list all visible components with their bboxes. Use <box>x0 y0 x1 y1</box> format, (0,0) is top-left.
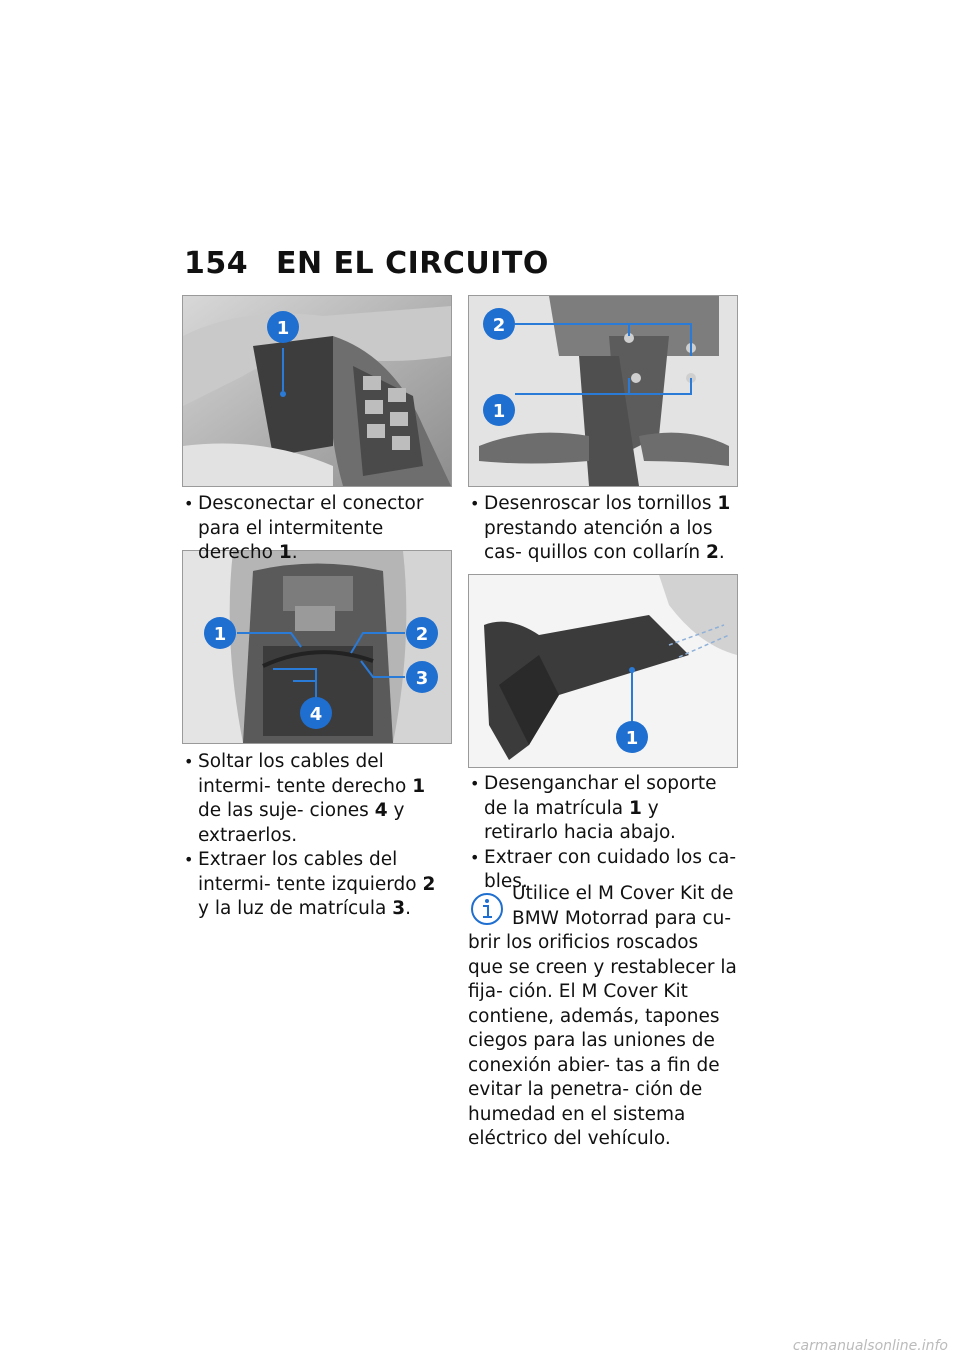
figure-cable-routing <box>182 550 452 744</box>
step-ref: 1 <box>412 775 426 797</box>
step-text: Extraer los cables del intermi- tente izquierdo <box>198 849 423 895</box>
bullet-item <box>470 492 738 566</box>
callout-label: 3 <box>415 668 429 689</box>
callout-label: 4 <box>309 704 323 725</box>
step-text: Soltar los cables del intermi- tente derecho <box>198 751 413 797</box>
page-number: 154 <box>184 246 249 281</box>
step-text: y extraerlos. <box>198 800 405 846</box>
page-header <box>184 246 549 281</box>
info-note <box>468 882 738 1152</box>
step-text: Desconectar el conector para el intermitente derecho <box>198 493 424 563</box>
info-icon <box>468 890 506 928</box>
step-text: y la luz de matrícula <box>198 898 393 919</box>
figure-turn-signal-connector <box>182 295 452 487</box>
step-ref: 1 <box>717 493 731 514</box>
bullet-item <box>184 492 452 566</box>
figure-screws-and-bushings <box>468 295 738 487</box>
callout-label: 1 <box>492 401 506 422</box>
left-steps-2-3 <box>184 750 452 922</box>
step-ref: 1 <box>278 542 292 563</box>
callout-label: 1 <box>213 624 227 645</box>
step-text: de las suje- ciones <box>198 800 375 821</box>
step-ref: 4 <box>374 800 388 821</box>
step-text: prestando atención a los cas- quillos con collarín <box>484 517 713 563</box>
callout-anchor <box>280 391 286 397</box>
figure-4-illustration <box>469 575 737 767</box>
bullet-item <box>470 772 738 846</box>
callout-label: 2 <box>415 624 429 645</box>
note-line: BMW Motorrad para cu- <box>512 907 732 929</box>
callout-label: 1 <box>276 318 290 339</box>
step-ref: 1 <box>628 797 642 819</box>
step-text: . <box>291 542 298 563</box>
step-ref: 2 <box>705 542 719 563</box>
bullet-item <box>184 848 452 922</box>
step-text: Desenganchar el soporte de la matrícula <box>484 773 717 819</box>
left-step-1 <box>184 492 452 566</box>
step-text: . <box>405 898 412 919</box>
step-ref: 2 <box>422 873 436 895</box>
note-body: brir los orificios roscados que se creen y restablecer la fija- ción. El M Cover Kit contiene, además, tapones ciegos para las uniones de conexión abier- tas a fin de evitar la penetra- ción de humedad en el sistema eléctrico del vehículo. <box>468 932 737 1149</box>
step-text: y retirarlo hacia abajo. <box>484 797 676 843</box>
figure-1-illustration <box>183 296 451 486</box>
figure-3-illustration <box>469 296 737 486</box>
right-steps-2-3 <box>470 772 738 895</box>
callout-label: 1 <box>625 728 639 749</box>
callout-label: 2 <box>492 315 506 336</box>
note-line: Utilice el M Cover Kit de <box>512 883 734 904</box>
watermark: carmanualsonline.info <box>792 1338 948 1354</box>
step-text: Desenroscar los tornillos <box>484 493 718 514</box>
bullet-item <box>184 750 452 848</box>
figure-2-illustration <box>183 551 451 743</box>
figure-license-plate-holder <box>468 574 738 768</box>
section-title: EN EL CIRCUITO <box>276 246 549 281</box>
step-ref: 3 <box>392 898 406 919</box>
step-text: . <box>718 542 725 563</box>
step-text: Extraer con cuidado los ca- bles. <box>484 846 737 892</box>
right-step-1 <box>470 492 738 566</box>
callout-anchor <box>629 667 635 673</box>
